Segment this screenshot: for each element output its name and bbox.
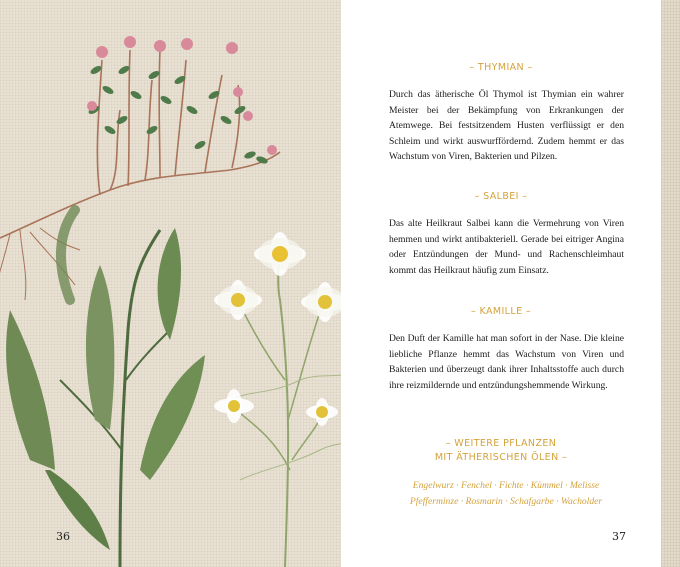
- chamomile-flowers: [214, 232, 341, 426]
- page-number-right: 37: [612, 530, 626, 543]
- page-number-left: 36: [56, 530, 70, 543]
- more-plants-heading-line2: MIT ÄTHERISCHEN ÖLEN –: [434, 452, 568, 463]
- more-plants-list: [395, 478, 617, 510]
- section-text-kamille: Den Duft der Kamille hat man sofort in der Nase. Die kleine liebliche Pflanze hemmt das Wachstum von Viren und Bakterien und überzeugt dank ihrer Inhaltsstoffe auch durch ihre reizmildernde und entzündungshemmende Wirkung.: [389, 333, 624, 391]
- more-plants-line1: Engelwurz · Fenchel · Fichte · Kümmel · Melisse: [412, 480, 600, 491]
- section-heading-salbei: – SALBEI –: [474, 191, 528, 202]
- more-plants-line2: Pfefferminze · Rosmarin · Schafgarbe · Wacholder: [409, 496, 603, 507]
- sage-plant: [6, 210, 205, 567]
- section-text-thymian: Durch das ätherische Öl Thymol ist Thymian ein wahrer Meister bei der Bekämpfung von Erkrankungen der Atemwege. Bei festsitzendem Husten verflüssigt er den Schleim und wirkt auswurffördernd. Zudem hemmt er das Wachstum von Viren, Bakterien und Pilzen.: [389, 89, 624, 163]
- more-plants-heading-line1: – WEITERE PFLANZEN: [445, 438, 557, 449]
- next-page-edge: [661, 0, 680, 567]
- more-plants-heading: [341, 437, 661, 465]
- section-heading-kamille: – KAMILLE –: [470, 306, 532, 317]
- section-heading-thymian: – THYMIAN –: [469, 62, 533, 73]
- thyme-flowers: [87, 36, 277, 155]
- section-text-salbei: Das alte Heilkraut Salbei kann die Vermehrung von Viren hemmen und wirkt antibakteriell. Gerade bei eitriger Angina oder Entzündungen der Mund- und Rachenschleimhaut kommt das Heilkraut häufig zum Einsatz.: [389, 218, 624, 276]
